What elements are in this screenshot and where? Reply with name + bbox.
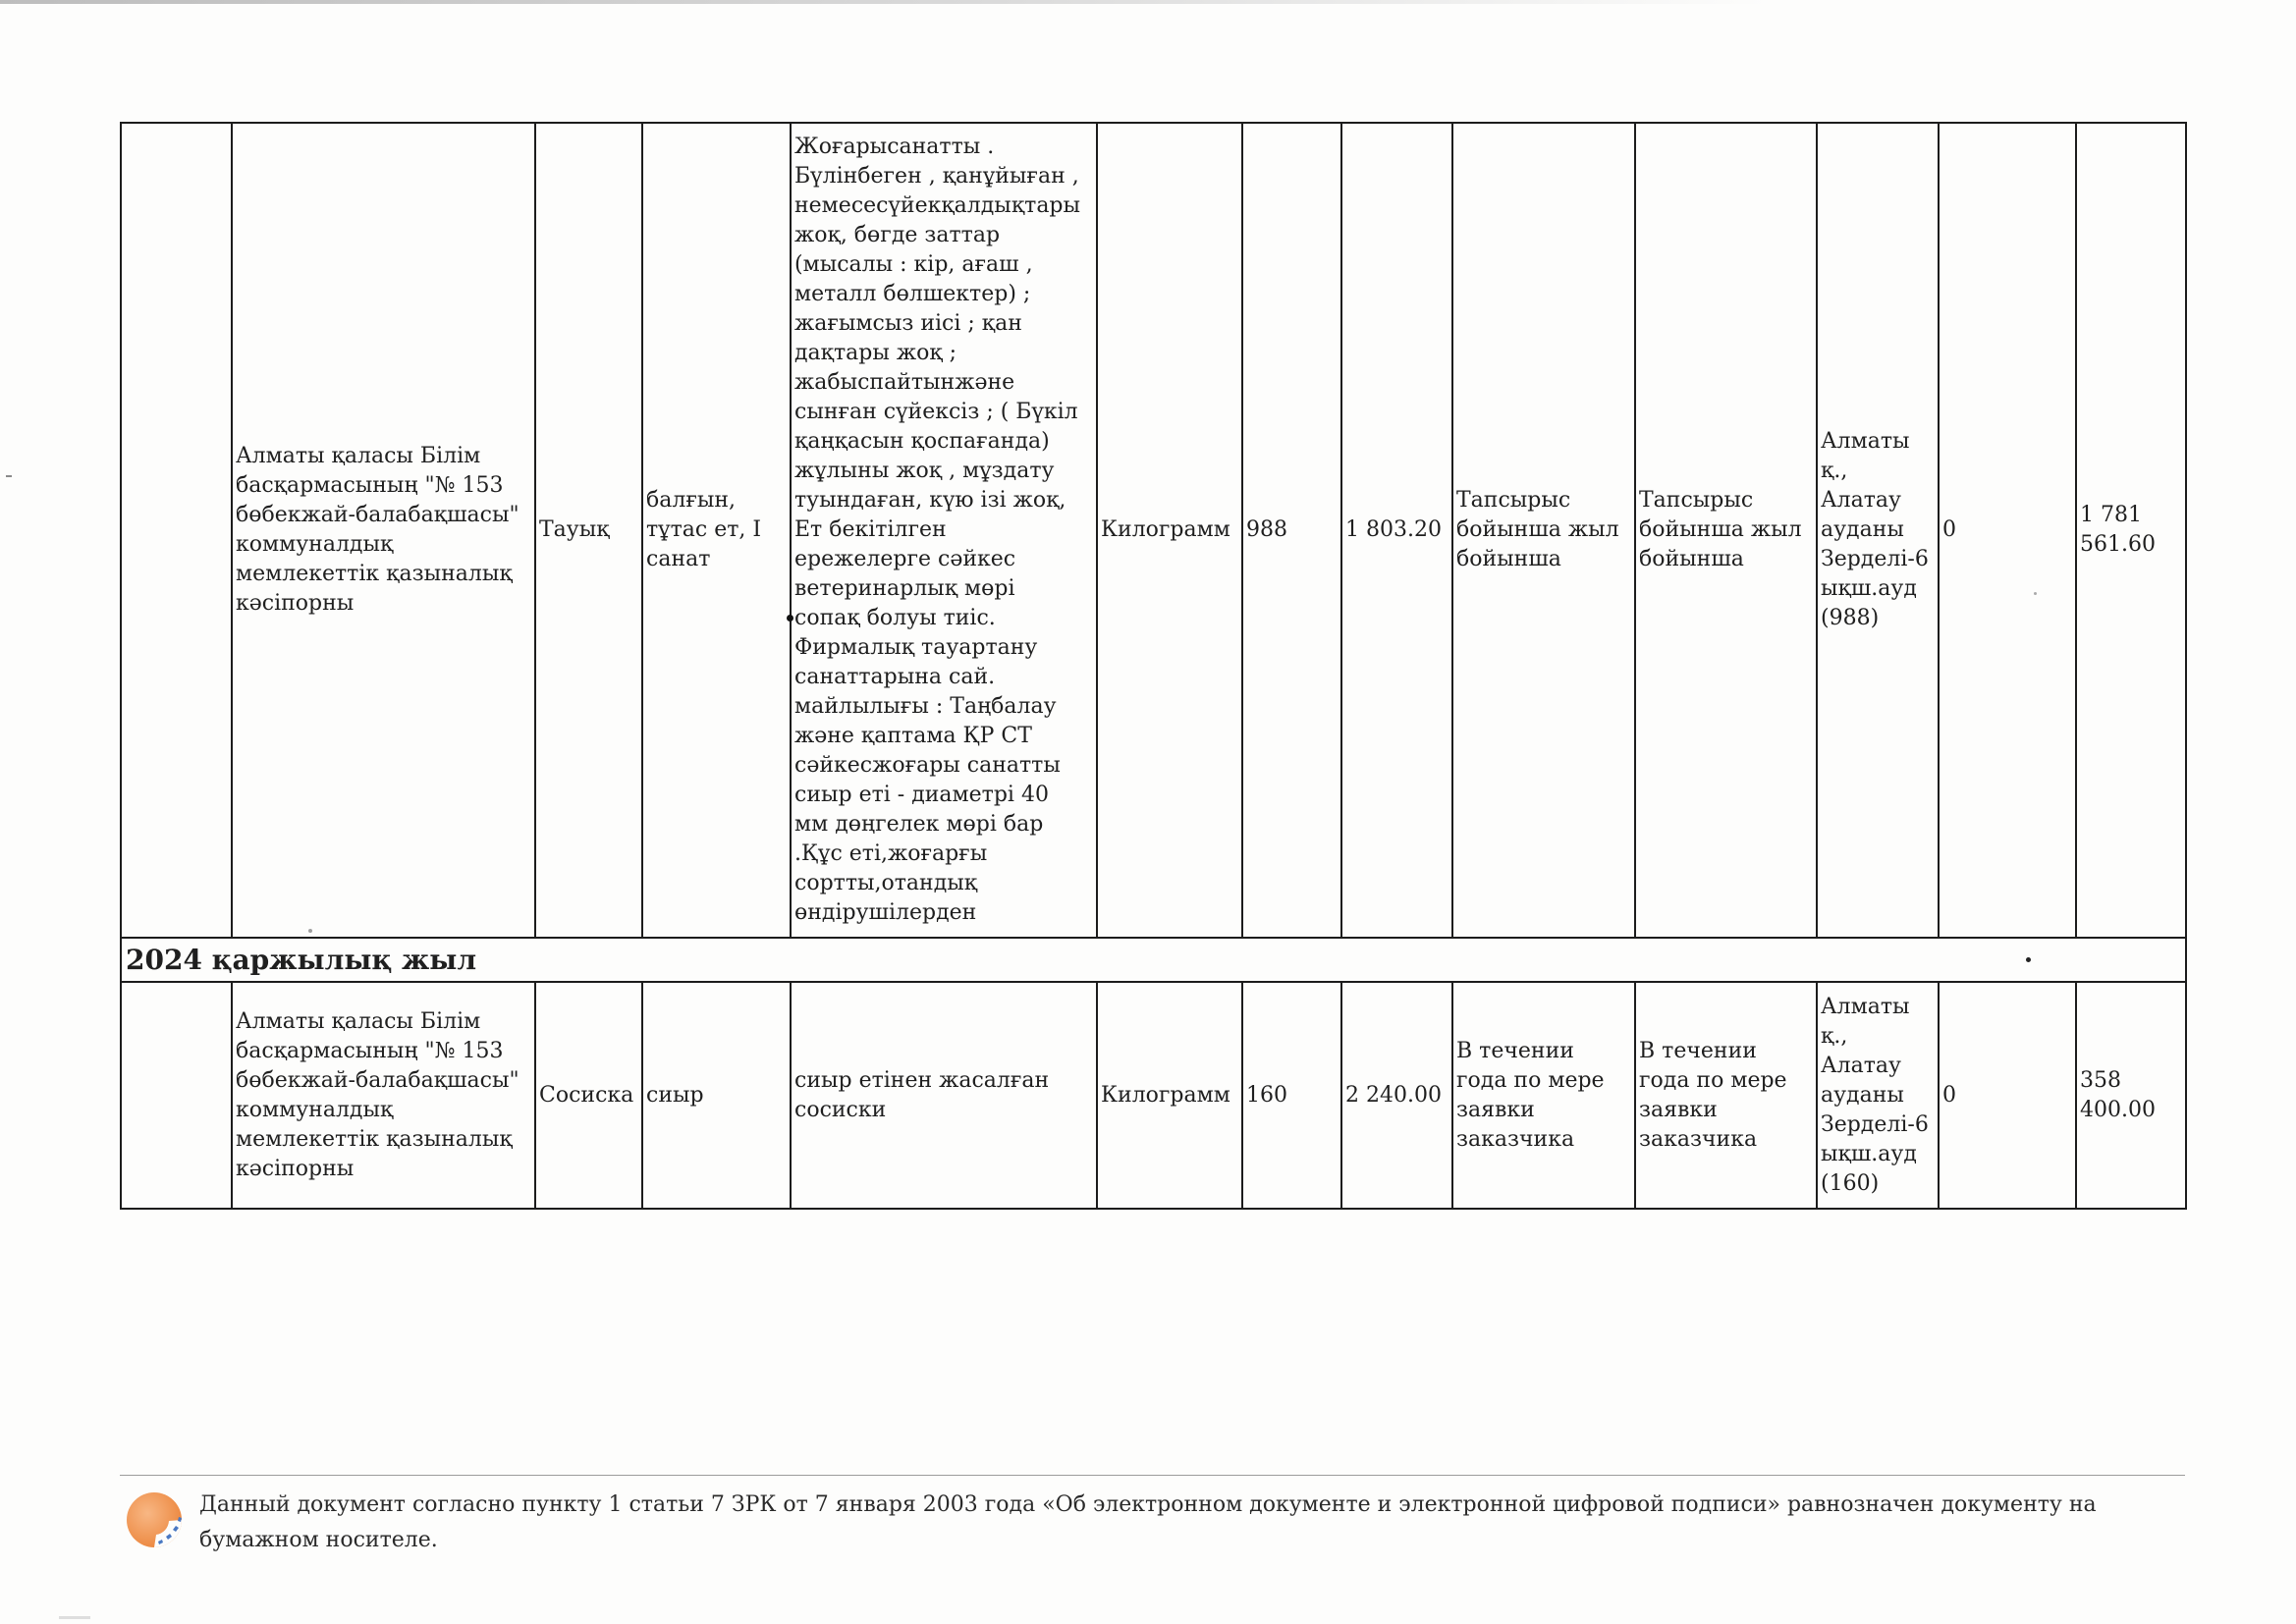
delivery-schedule-cell: Тапсырыс бойынша жыл бойынша xyxy=(1635,123,1817,938)
unit-price-cell: 1 803.20 xyxy=(1341,123,1452,938)
scan-speck xyxy=(308,929,312,933)
item-characteristic-cell: балғын, тұтас ет, I санат xyxy=(642,123,791,938)
customer-cell: Алматы қаласы Білім басқармасының "№ 153 бөбекжай-балабақшасы" коммуналдық мемлекеттік қазыналық кәсіпорны xyxy=(232,982,535,1209)
scan-speck xyxy=(59,1616,90,1619)
item-characteristic-cell: сиыр xyxy=(642,982,791,1209)
item-name-cell: Тауық xyxy=(535,123,642,938)
procurement-plan-table xyxy=(120,122,2187,1210)
delivery-place-cell: Алматы қ., Алатау ауданы Зерделі-6 ықш.ауд (988) xyxy=(1817,123,1939,938)
footer-divider xyxy=(120,1475,2185,1476)
table-row xyxy=(121,123,2186,938)
advance-payment-cell: 0 xyxy=(1939,123,2076,938)
delivery-term-cell: Тапсырыс бойынша жыл бойынша xyxy=(1452,123,1635,938)
unit-price-cell: 2 240.00 xyxy=(1341,982,1452,1209)
item-name-cell: Сосиска xyxy=(535,982,642,1209)
footer-legal-note: Данный документ согласно пункту 1 статьи 7 ЗРК от 7 января 2003 года «Об электронном документе и электронной цифровой подписи» равнозначен документу на бумажном носителе. xyxy=(199,1492,2097,1552)
item-description-cell: Жоғарысанатты . Бүлінбеген , қанұйыған , немесесүйекқалдықтары жоқ, бөгде заттар (мысалы : кір, ағаш , металл бөлшектер) ; жағымсыз иісі ; қан дақтары жоқ ; жабыспайтынжәне сынған сүйексіз ; ( Бүкіл қаңқасын қоспағанда) жұлыны жоқ , мұздату туындаған, күю ізі жоқ, Ет бекітілген ережелерге сәйкес ветеринарлық мөрі сопақ болуы тиіс. Фирмалық тауартану санаттарына сай. майлылығы : Таңбалау және қаптама ҚР СТ сәйкесжоғары санатты сиыр еті - диаметрі 40 мм дөңгелек мөрі бар .Құс еті,жоғарғы сортты,отандық өндірушілерден xyxy=(791,123,1097,938)
e-signature-seal-icon xyxy=(126,1490,187,1551)
advance-payment-cell: 0 xyxy=(1939,982,2076,1209)
total-amount-cell: 358 400.00 xyxy=(2076,982,2186,1209)
quantity-cell: 988 xyxy=(1242,123,1341,938)
delivery-term-cell: В течении года по мере заявки заказчика xyxy=(1452,982,1635,1209)
scan-speck xyxy=(787,615,793,622)
total-amount-cell: 1 781 561.60 xyxy=(2076,123,2186,938)
scan-speck xyxy=(6,475,12,477)
fiscal-year-heading: 2024 қаржылық жыл xyxy=(121,938,2186,982)
scan-top-edge xyxy=(0,0,1768,4)
scan-speck xyxy=(2026,957,2031,962)
row-number-cell xyxy=(121,123,232,938)
scan-speck xyxy=(2034,592,2037,595)
row-number-cell xyxy=(121,982,232,1209)
table-row xyxy=(121,982,2186,1209)
unit-cell: Килограмм xyxy=(1097,982,1242,1209)
fiscal-year-row xyxy=(121,938,2186,982)
delivery-place-cell: Алматы қ., Алатау ауданы Зерделі-6 ықш.ауд (160) xyxy=(1817,982,1939,1209)
delivery-schedule-cell: В течении года по мере заявки заказчика xyxy=(1635,982,1817,1209)
customer-cell: Алматы қаласы Білім басқармасының "№ 153 бөбекжай-балабақшасы" коммуналдық мемлекеттік қазыналық кәсіпорны xyxy=(232,123,535,938)
quantity-cell: 160 xyxy=(1242,982,1341,1209)
item-description-cell: сиыр етінен жасалған сосиски xyxy=(791,982,1097,1209)
unit-cell: Килограмм xyxy=(1097,123,1242,938)
